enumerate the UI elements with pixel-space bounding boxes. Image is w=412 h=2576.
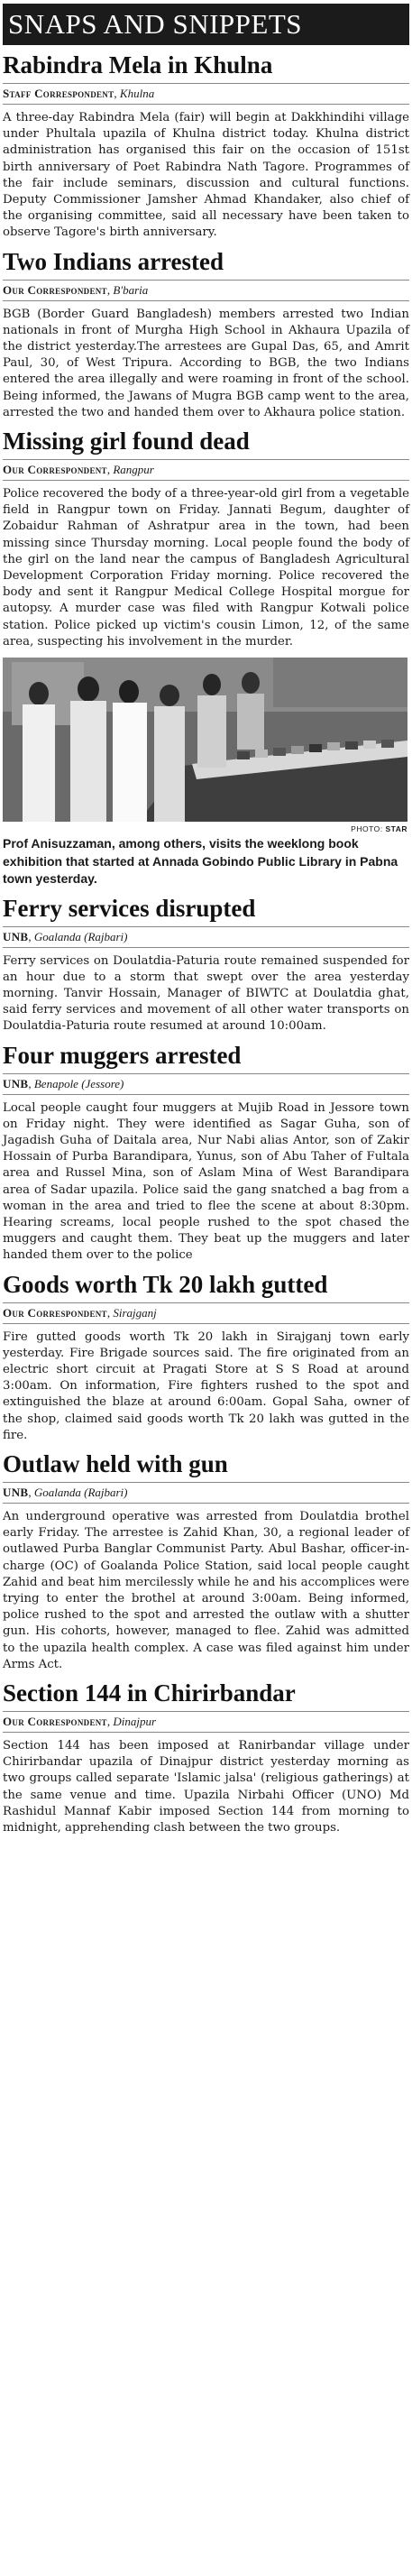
story-missing-girl	[3, 427, 409, 650]
story-headline: Four muggers arrested	[3, 1041, 242, 1069]
story-headline: Section 144 in Chirirbandar	[3, 1679, 296, 1707]
story-headline: Two Indians arrested	[3, 247, 224, 275]
story-body: Fire gutted goods worth Tk 20 lakh in Sirajganj town early yesterday. Fire Brigade sources said. The fire originated from an electric short circuit at Pragati Store at S S Road at around 3:00am. On information, Fire fighters rushed to the spot and extinguished the blaze at around 6:00am. Gopal Saha, owner of the shop, claimed said goods worth Tk 20 lakh was gutted in the fire.	[3, 1329, 409, 1442]
byline-location: Rangpur	[113, 463, 154, 477]
byline-location: Sirajganj	[113, 1305, 157, 1320]
story-byline: Our Correspondent, Sirajganj	[3, 1302, 409, 1324]
news-photo	[3, 658, 407, 822]
photo-credit	[3, 824, 407, 833]
byline-location: Goalanda (Rajbari)	[33, 1486, 128, 1500]
story-body: A three-day Rabindra Mela (fair) will begin at Dakkhindihi village under Phultala upazila of Khulna district today. Khulna district administration has organised this fair on the occasion of 151st birth anniversary of Poet Rabindra Nath Tagore. Programmes of the fair include seminars, discussion and cultural functions. Deputy Commissioner Jamsher Ahmad Khandaker, also chief of the organising committee, said all necessary have been taken to observe Tagore's birth anniversary.	[3, 111, 409, 240]
story-byline: Our Correspondent, Dinajpur	[3, 1711, 409, 1733]
story-body: An underground operative was arrested from Doulatdia brothel early Friday. The arrestee is Zahid Khan, 30, a regional leader of outlawed Purba Banglar Communist Party. Abul Bashar, officer-in-charge (OC) of Goalanda Police Station, said local people caught Zahid and beat him mercilessly while he and his accomplices were trying to enter the brothel at around 3:00am. Being informed, police rushed to the spot and arrested the outlaw with a shutter gun. His cohorts, however, managed to flee. Zahid was admitted to the upazila health complex. A case was filed against him under Arms Act.	[3, 1510, 409, 1671]
byline-source: Our Correspondent	[3, 463, 107, 477]
story-body: Police recovered the body of a three-year-old girl from a vegetable field in Rangpur town on Friday. Jannati Begum, daughter of Zobaidur Rahman of Ashratpur area in the town, had been missing since Thursday morning. Local people found the body of the girl on the land near the campus of Bangladesh Agricultural Development Corporation Friday morning. Police recovered the body and sent it Rangpur Medical College Hospital morgue for autopsy. A murder case was filed with Rangpur Kotwali police station. Police picked up victim's cousin Limon, 12, of the same area, suspecting his involvement in the murder.	[3, 487, 409, 649]
story-headline: Goods worth Tk 20 lakh gutted	[3, 1270, 328, 1298]
story-byline: UNB, Goalanda (Rajbari)	[3, 926, 409, 948]
story-goods-gutted	[3, 1270, 409, 1444]
story-headline: Outlaw held with gun	[3, 1450, 228, 1478]
story-body: Ferry services on Doulatdia-Paturia route remained suspended for an hour due to a storm that swept over the area yesterday morning. Tanvir Hossain, Manager of BIWTC at Doulatdia ghat, said ferry services and movement of all other water transports on Doulatdia-Paturia route resumed at around 10:00am.	[3, 953, 409, 1034]
byline-source: Our Correspondent	[3, 1305, 107, 1320]
byline-location: Goalanda (Rajbari)	[33, 929, 128, 943]
story-body: BGB (Border Guard Bangladesh) members arrested two Indian nationals in front of Murgha High School in Akhaura Upazila of the district yesterday.The arrestees are Gupal Das, 65, and Amrit Paul, 30, of West Tripura. According to BGB, the two Indians entered the area illegally and were roaming in front of the school. Being informed, the Jawans of Mugra BGB camp went to the area, arrested the two and handed them over to Akhaura police station.	[3, 307, 409, 419]
story-rabindra-mela	[3, 51, 409, 242]
story-outlaw-held	[3, 1449, 409, 1673]
story-byline: Our Correspondent, Rangpur	[3, 459, 409, 481]
byline-source: Staff Correspondent	[3, 87, 114, 100]
byline-source: UNB	[3, 1486, 29, 1500]
byline-location: B'baria	[113, 282, 149, 297]
section-title: SNAPS AND SNIPPETS	[3, 4, 409, 45]
photo-illustration	[3, 658, 407, 822]
story-headline: Rabindra Mela in Khulna	[3, 51, 273, 78]
story-two-indians	[3, 247, 409, 421]
story-byline: Our Correspondent, B'baria	[3, 280, 409, 301]
story-ferry-services	[3, 894, 409, 1035]
credit-prefix: PHOTO:	[351, 824, 383, 834]
byline-location: Dinajpur	[113, 1715, 157, 1729]
story-body: Local people caught four muggers at Mujib Road in Jessore town on Friday night. They were identified as Sagar Guha, son of Jagadish Guha of Daitala area, Nur Nabi alias Antor, son of Zakir Hossain of Purba Barandipara, Yunus, son of Abu Taher of Fultala area and Russel Mina, son of Aslam Mina of West Barandipara area of Sadar upazila. Police said the gang snatched a bag from a woman in the area and tried to flee the scene at about 8:30pm. Hearing screams, local people rushed to the spot chased the muggers and caught them. They beat up the muggers and later handed them over to the police	[3, 1100, 409, 1263]
story-byline: Staff Correspondent, Khulna	[3, 83, 409, 105]
story-four-muggers	[3, 1041, 409, 1265]
byline-source: UNB	[3, 929, 29, 943]
byline-source: Our Correspondent	[3, 1715, 107, 1729]
photo-caption: Prof Anisuzzaman, among others, visits the weeklong book exhibition that started at Annada Gobindo Public Library in Pabna town yesterday.	[3, 836, 398, 887]
story-body: Section 144 has been imposed at Ranirbandar village under Chirirbandar upazila of Dinajpur district yesterday morning as two groups called separate 'Islamic jalsa' (religious gatherings) at the same venue and time. Upazila Nirbahi Officer (UNO) Md Rashidul Mannaf Kabir imposed Section 144 from morning to midnight, apprehending clash between the two groups.	[3, 1739, 409, 1835]
byline-location: Khulna	[119, 87, 155, 100]
story-section-144	[3, 1679, 409, 1836]
story-headline: Ferry services disrupted	[3, 894, 256, 922]
story-byline: UNB, Goalanda (Rajbari)	[3, 1482, 409, 1504]
story-byline: UNB, Benapole (Jessore)	[3, 1073, 409, 1095]
byline-source: UNB	[3, 1076, 29, 1090]
byline-location: Benapole (Jessore)	[33, 1076, 124, 1090]
credit-source: STAR	[385, 824, 407, 834]
byline-source: Our Correspondent	[3, 282, 107, 297]
story-headline: Missing girl found dead	[3, 428, 250, 455]
